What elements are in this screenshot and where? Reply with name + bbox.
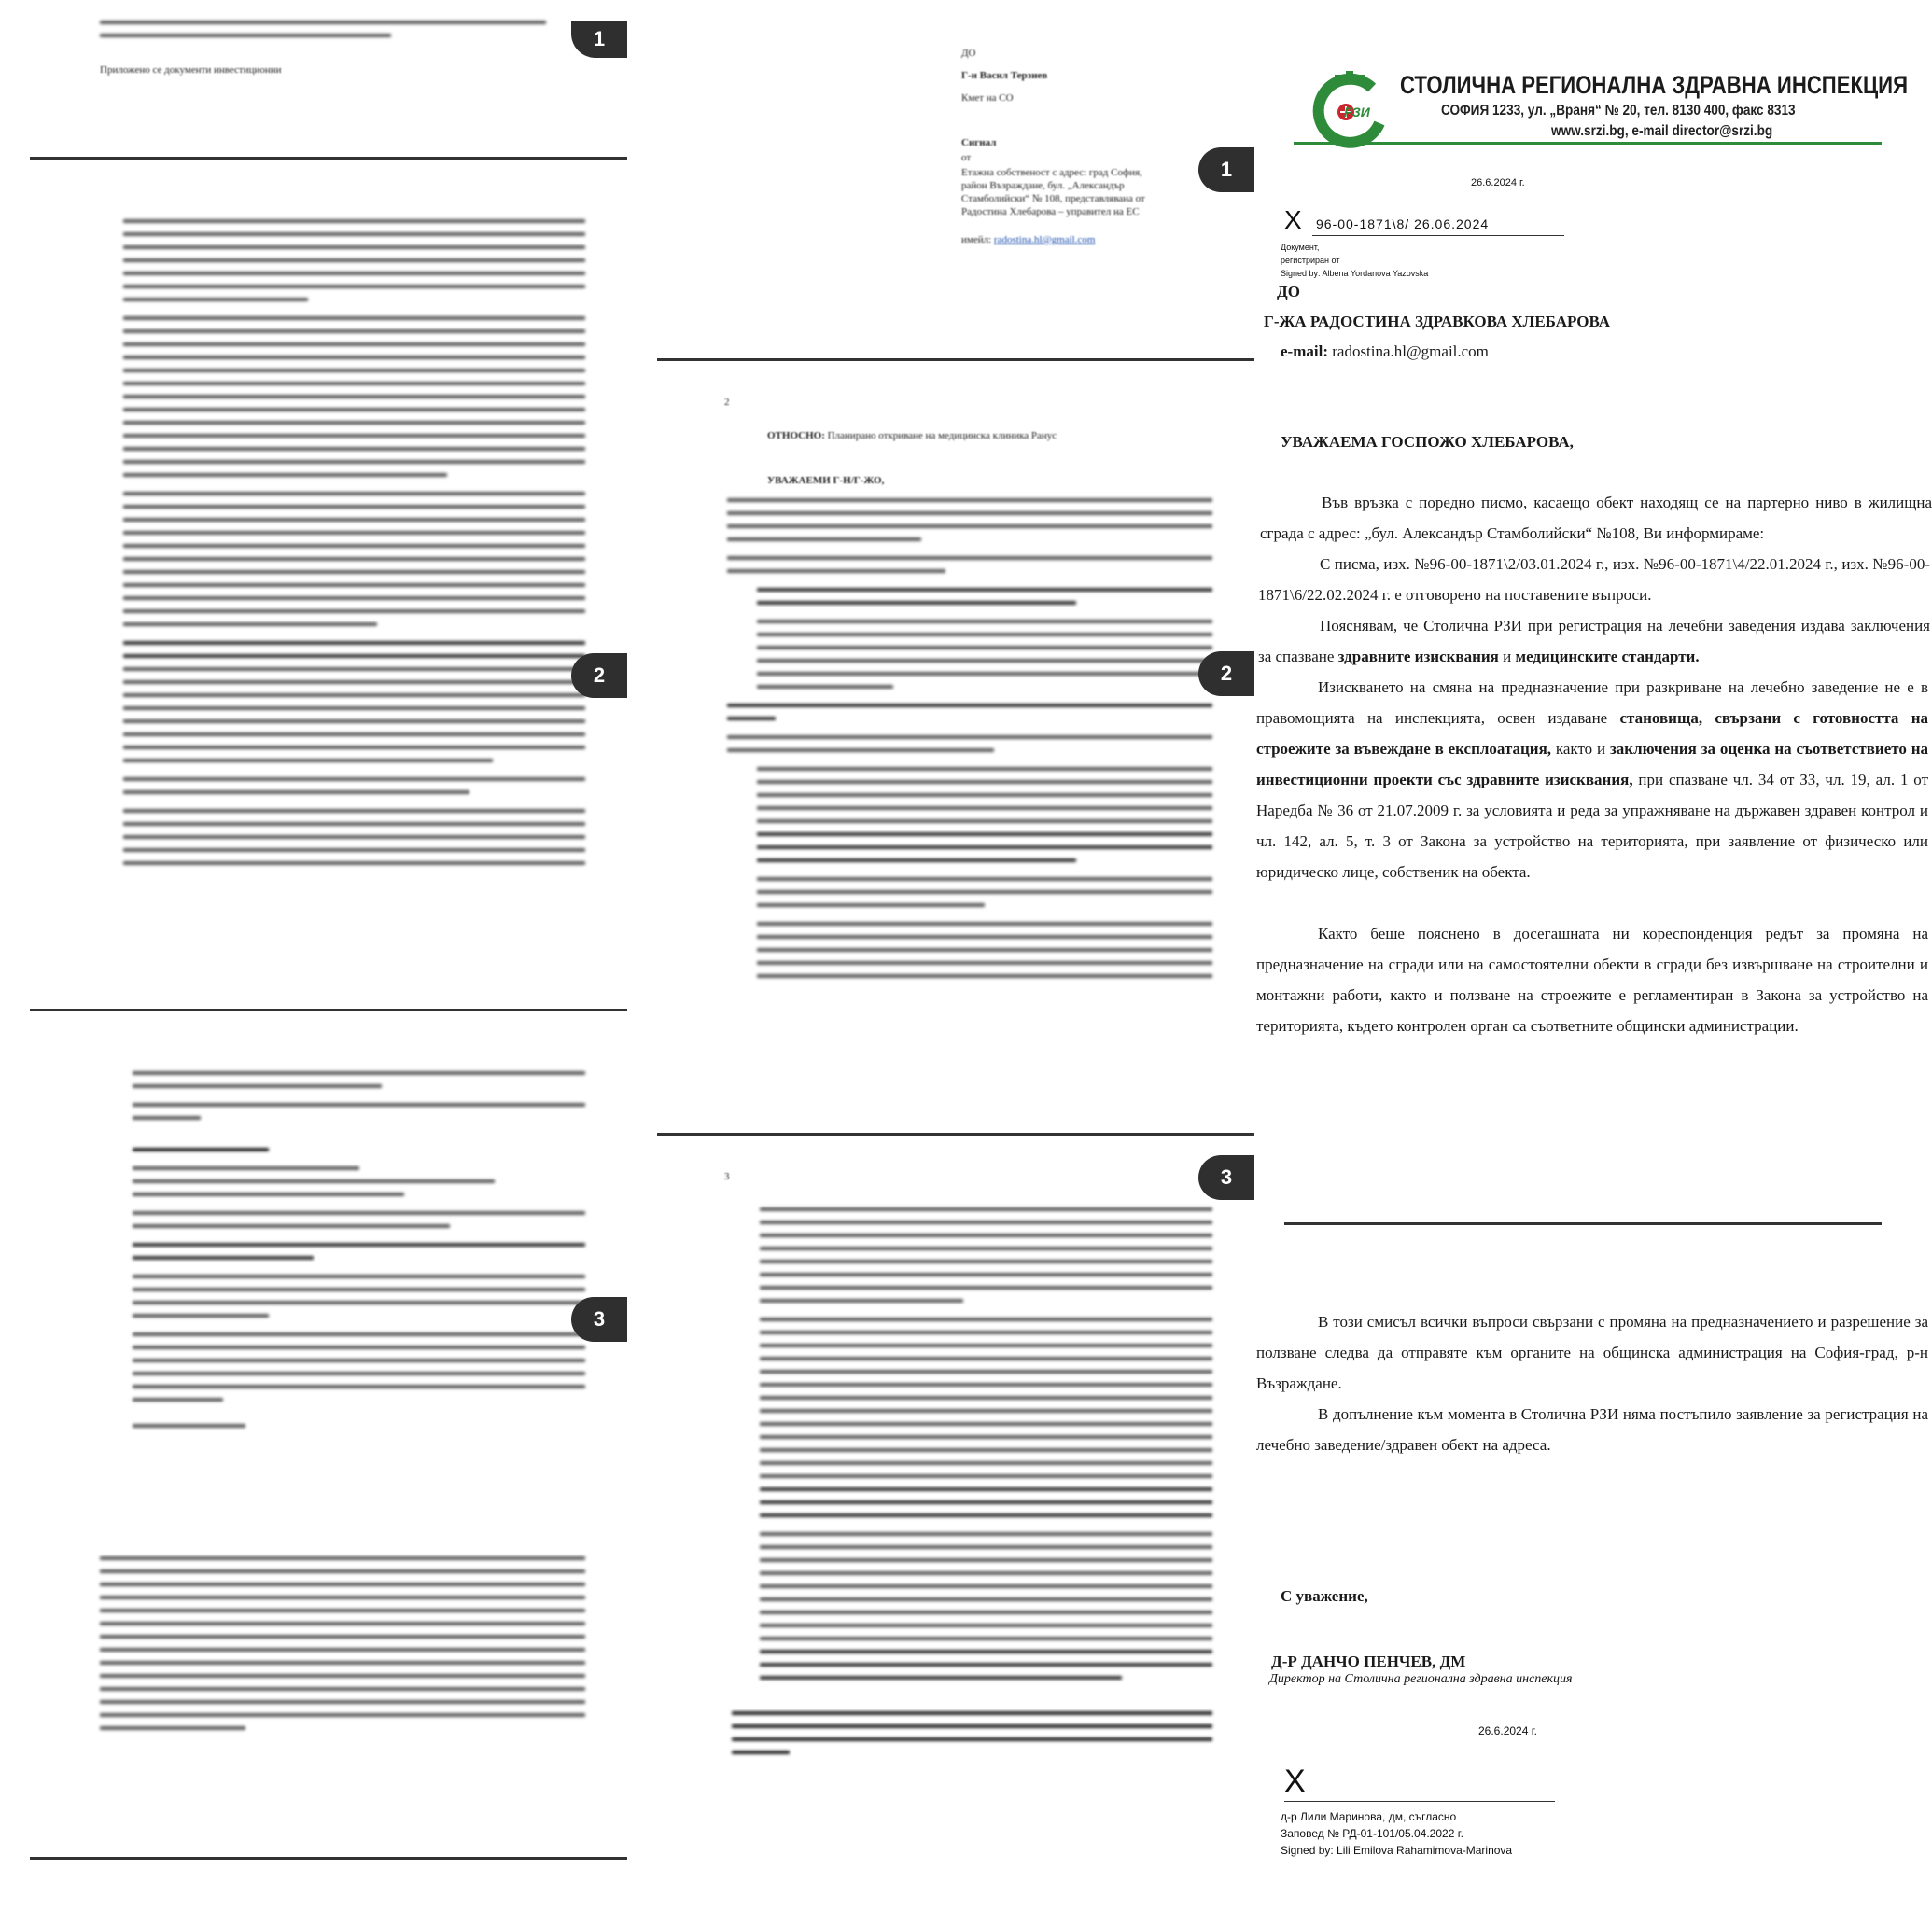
top-note: Приложено се документи инвестиционни (100, 64, 282, 76)
page-fragment-top (100, 21, 585, 47)
page-separator (657, 1133, 1254, 1136)
emphasis-health-requirements: здравните изисквания (1337, 648, 1499, 665)
registration-x-mark: X (1284, 205, 1302, 234)
sender-line: Стамболийски“ № 108, представлявана от (961, 193, 1145, 204)
registration-line: регистриран от (1281, 256, 1340, 265)
page-separator (657, 358, 1254, 361)
email-line (961, 233, 1095, 246)
emphasis-statements: становища, свързани с готовността на строежите за въвеждане в експлоатация, (1256, 709, 1928, 758)
closing: С уважение, (1281, 1587, 1368, 1605)
page-separator (1284, 1222, 1882, 1225)
page-badge-3: 3 (571, 1297, 627, 1342)
institution-web: www.srzi.bg, e-mail director@srzi.bg (1551, 123, 1773, 139)
sender-block (961, 166, 1185, 218)
institution-address: СОФИЯ 1233, ул. „Враня“ № 20, тел. 8130 400, факс 8313 (1441, 103, 1796, 119)
institution-title: СТОЛИЧНА РЕГИОНАЛНА ЗДРАВНА ИНСПЕКЦИЯ (1400, 71, 1909, 99)
signature-x-mark: X (1284, 1764, 1306, 1799)
page-3-last-paragraph (100, 1556, 585, 1739)
sender-line: Етажна собственост с адрес: град София, (961, 167, 1142, 178)
signal-heading: Сигнал (961, 137, 997, 148)
official-reply-letter (1256, 0, 1932, 1911)
header-divider (1294, 142, 1882, 145)
email-address: radostina.hl@gmail.com (1332, 342, 1489, 360)
sender-line: район Възраждане, бул. „Александър (961, 180, 1125, 191)
registration-number: 96-00-1871\8/ 26.06.2024 (1316, 216, 1490, 231)
page-badge-1: 1 (1198, 147, 1254, 192)
paragraph-text: при спазване чл. 34 от ЗЗ, чл. 19, ал. 1 от Наредба № 36 от 21.07.2009 г. за условията и реда за упражняване на държавен здравен контрол и чл. 142, ал. 5, т. 3 от Закона за устройство на територията, при заявление от физическо или юридическо лице, собственик на обекта. (1256, 771, 1929, 881)
email-link[interactable]: radostina.hl@gmail.com (993, 234, 1096, 245)
signatory-role: Директор на Столична регионална здравна инспекция (1269, 1672, 1573, 1686)
signatory-name: Д-Р ДАНЧО ПЕНЧЕВ, ДМ (1271, 1653, 1466, 1670)
registration-underline (1312, 235, 1564, 236)
page-3-text-block (133, 1071, 585, 1443)
page-separator (30, 1009, 627, 1011)
paragraph-registration-scope (1258, 610, 1930, 672)
registration-date: 26.6.2024 г. (1471, 177, 1525, 188)
page-badge-2: 2 (1198, 651, 1254, 696)
addressee-role: Кмет на СО (961, 92, 1014, 104)
left-document-column (30, 0, 627, 1911)
to-label: ДО (1277, 283, 1300, 300)
paragraph-reference: Във връзка с поредно писмо, касаещо обект находящ се на партерно ниво в жилищна сграда с адрес: „бул. Александър Стамболийски“ №108, Ви информираме: (1260, 494, 1932, 542)
page-2-text-block (123, 219, 585, 880)
digital-signature-block (1281, 1808, 1512, 1859)
from-label: от (961, 152, 972, 163)
paragraph-previous-replies: С писма, изх. №96-00-1871\2/03.01.2024 г., изх. №96-00-1871\4/22.01.2024 г., изх. №96-00-1871\6/22.02.2024 г. е отговорено на поставените въпроси. (1258, 555, 1930, 604)
page-separator (30, 1857, 627, 1860)
registration-line: Signed by: Albena Yordanova Yazovska (1281, 269, 1429, 278)
paragraph-no-application: В допълнение към момента в Столична РЗИ няма постъпило заявление за регистрация на лечебно заведение/здравен обект на адреса. (1256, 1405, 1928, 1454)
page-number: 2 (724, 397, 730, 408)
middle-document-column (657, 0, 1254, 1911)
page-number: 3 (724, 1171, 730, 1182)
signature-date: 26.6.2024 г. (1478, 1724, 1537, 1737)
page-separator (30, 157, 627, 160)
page-2-body (727, 498, 1212, 993)
paragraph-text: и (1498, 648, 1516, 665)
emphasis-medical-standards: медицинските стандарти. (1515, 648, 1700, 665)
paragraph-text: Пояснявам, че Столична РЗИ при регистрация на лечебни заведения издава заключения за спазване (1258, 617, 1930, 665)
registration-line: Документ, (1281, 243, 1320, 252)
logo-text: РЗИ (1344, 105, 1370, 119)
addressee-name: Г-ЖА РАДОСТИНА ЗДРАВКОВА ХЛЕБАРОВА (1264, 313, 1611, 330)
signature-line: Заповед № РД-01-101/05.04.2022 г. (1281, 1827, 1463, 1840)
paragraph-competence (1256, 672, 1928, 887)
subject-text: Планирано откриване на медицинска клиника Ранус (827, 430, 1057, 441)
subject-line (767, 429, 1197, 442)
page-badge-1: 1 (571, 21, 627, 58)
page-3-body (760, 1207, 1212, 1695)
paragraph-redirect: В този смисъл всички въпроси свързани с промяна на предназначението и разрешение за ползване следва да отправяте към органите на общинска администрация на София-град, р-н Възраждане. (1256, 1313, 1928, 1392)
signature-line: Signed by: Lili Emilova Rahamimova-Marinova (1281, 1844, 1513, 1857)
emphasis-conclusions: заключения за оценка на съответствието на инвестиционни проекти със здравните изисквания, (1256, 740, 1929, 788)
page-2-salutation: УВАЖАЕМИ Г-Н/Г-ЖО, (767, 475, 885, 486)
email-line (1281, 336, 1489, 367)
page-3-conclusion (732, 1711, 1212, 1764)
to-label: ДО (961, 48, 976, 59)
paragraph-text: Изискването на смяна на предназначение при разкриване на лечебно заведение не е в правомощията на инспекцията, освен издаване (1256, 678, 1928, 727)
letter-salutation: УВАЖАЕМА ГОСПОЖО ХЛЕБАРОВА, (1281, 433, 1574, 451)
subject-label: ОТНОСНО: (767, 430, 825, 441)
email-label: e-mail: (1281, 342, 1328, 360)
signature-underline (1284, 1801, 1555, 1802)
page-badge-2: 2 (571, 653, 627, 698)
email-label: имейл: (961, 234, 992, 245)
registration-signature-block (1281, 241, 1428, 280)
paragraph-text: както и (1551, 740, 1610, 758)
addressee: Г-н Васил Терзиев (961, 70, 1048, 81)
paragraph-procedure: Както беше пояснено в досегашната ни кореспонденция редът за промяна на предназначение на сгради или на самостоятелни обекти в сгради без извършване на строителни и монтажни работи, както и ползване на строежите е регламентиран в Закона за устройство на територията, където контролен орган са съответните общински администрации. (1256, 925, 1928, 1035)
sender-line: Радостина Хлебарова – управител на ЕС (961, 206, 1140, 217)
signature-line: д-р Лили Маринова, дм, съгласно (1281, 1810, 1457, 1823)
page-badge-3: 3 (1198, 1155, 1254, 1200)
